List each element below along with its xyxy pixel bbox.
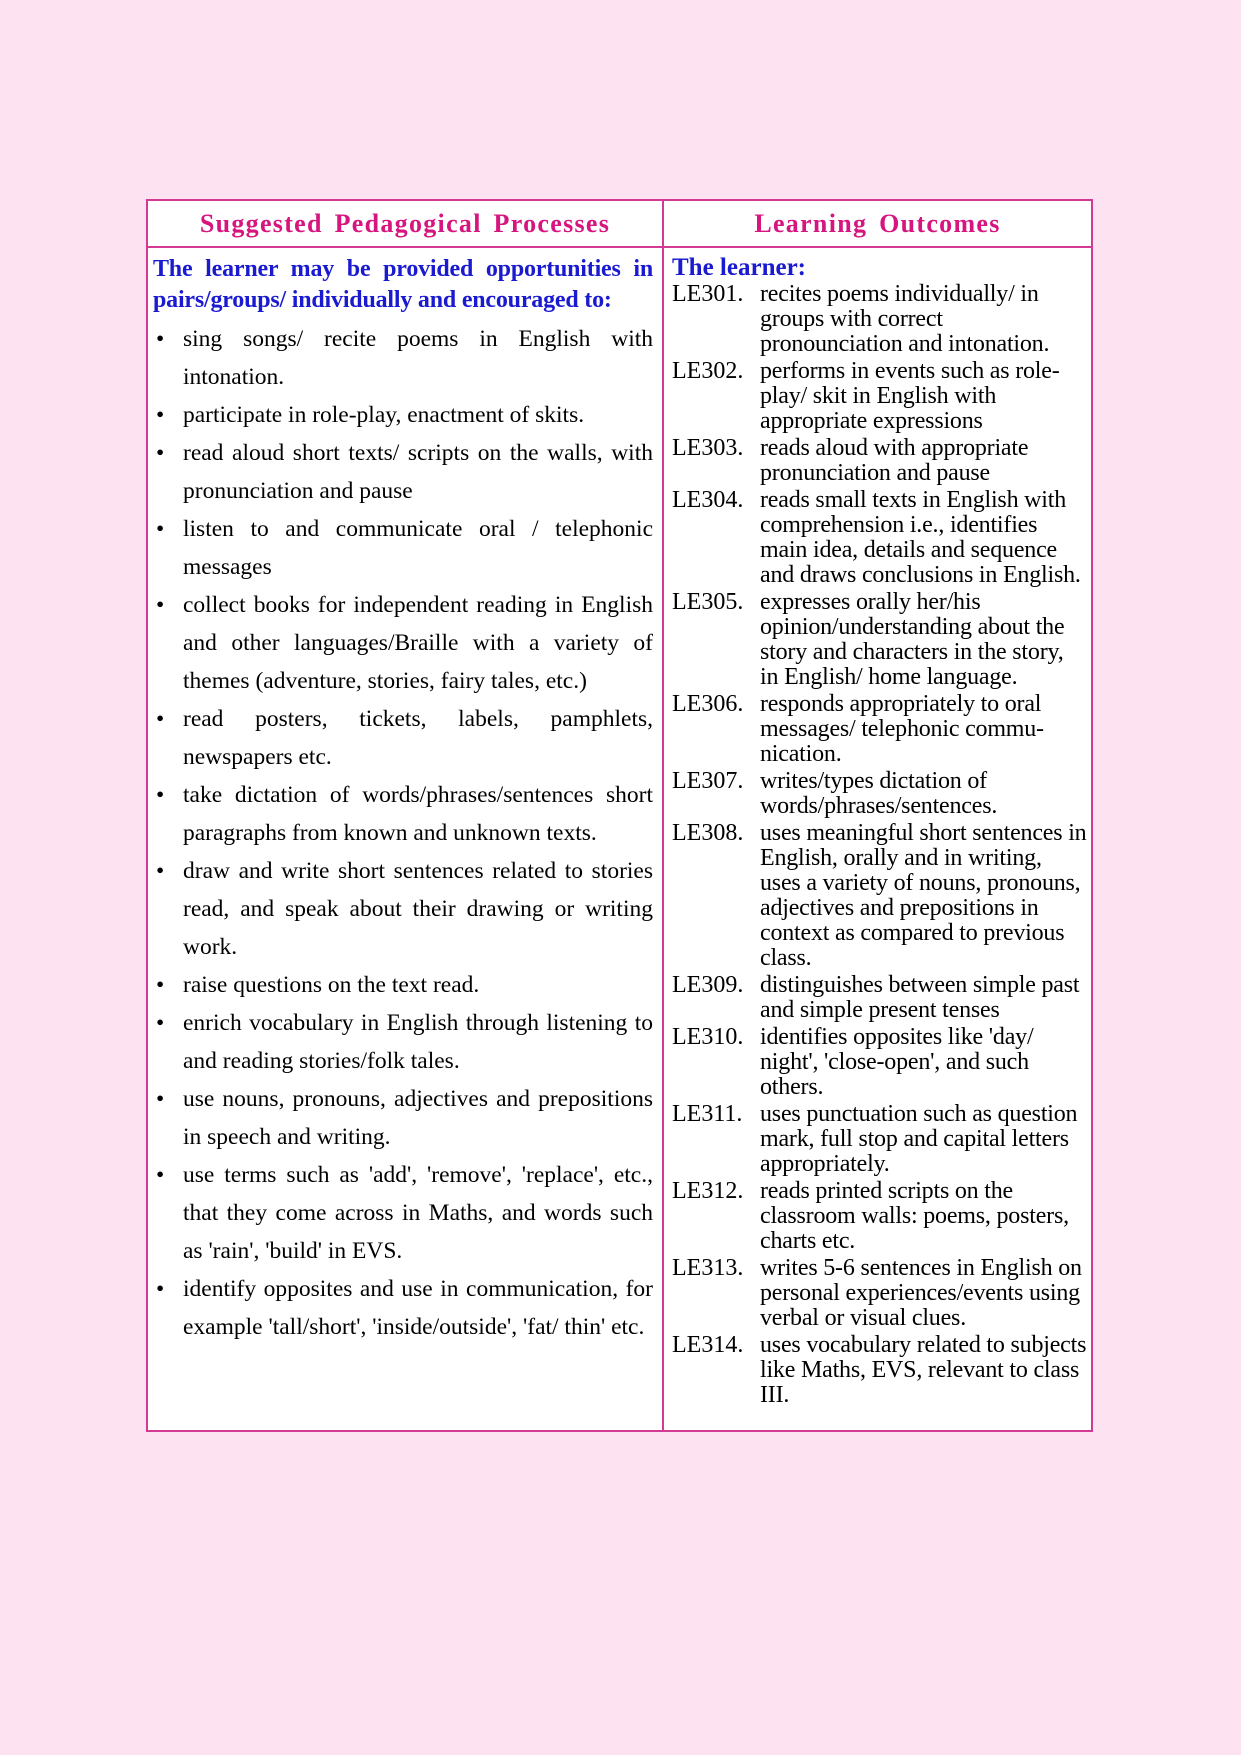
outcome-code: LE314. xyxy=(672,1332,744,1358)
bullet-icon: • xyxy=(156,326,165,352)
bullet-icon: • xyxy=(156,1010,165,1036)
outcome-text: reads printed scripts on the classroom walls: poems, posters, charts etc. xyxy=(760,1178,1069,1254)
outcome-item xyxy=(672,1179,1087,1254)
outcome-code: LE311. xyxy=(672,1101,743,1127)
outcome-text: identifies opposites like 'day/ night', 'close-open', and such others. xyxy=(760,1024,1034,1100)
process-item xyxy=(153,320,653,396)
outcome-code: LE306. xyxy=(672,691,744,717)
outcome-item xyxy=(672,769,1087,819)
bullet-icon: • xyxy=(156,402,165,428)
bullet-icon: • xyxy=(156,592,165,618)
outcome-code: LE310. xyxy=(672,1024,744,1050)
outcome-code: LE304. xyxy=(672,487,744,513)
process-item-text: identify opposites and use in communication, for example 'tall/short', 'inside/outside', 'fat/ thin' etc. xyxy=(183,1276,653,1340)
outcome-item xyxy=(672,1025,1087,1100)
outcome-item xyxy=(672,973,1087,1023)
bullet-icon: • xyxy=(156,858,165,884)
outcome-text: writes/types dictation of words/phrases/sentences. xyxy=(760,768,998,819)
processes-list xyxy=(153,320,653,1346)
process-item-text: listen to and communicate oral / telephonic messages xyxy=(183,516,653,580)
process-item-text: use terms such as 'add', 'remove', 'replace', etc., that they come across in Maths, and words such as 'rain', 'build' in EVS. xyxy=(183,1162,653,1264)
outcome-code: LE301. xyxy=(672,281,744,307)
outcome-text: writes 5-6 sentences in English on personal experiences/events using verbal or visual clues. xyxy=(760,1255,1082,1331)
outcome-text: uses meaningful short sentences in English, orally and in writing, uses a variety of nouns, pronouns, adjectives and prepositions in context as compared to previous class. xyxy=(760,820,1087,971)
process-item xyxy=(153,852,653,966)
process-item xyxy=(153,1080,653,1156)
outcome-item xyxy=(672,1256,1087,1331)
curriculum-table xyxy=(146,199,1093,1432)
outcome-text: recites poems individually/ in groups with correct pronounciation and intonation. xyxy=(760,281,1050,357)
table-body-row xyxy=(148,248,1091,1430)
outcome-text: uses punctuation such as question mark, full stop and capital letters appropriately. xyxy=(760,1101,1078,1177)
bullet-icon: • xyxy=(156,782,165,808)
bullet-icon: • xyxy=(156,1276,165,1302)
bullet-icon: • xyxy=(156,516,165,542)
outcome-code: LE309. xyxy=(672,972,744,998)
outcome-code: LE307. xyxy=(672,768,744,794)
process-item xyxy=(153,700,653,776)
outcomes-intro: The learner: xyxy=(672,254,806,281)
process-item-text: take dictation of words/phrases/sentences short paragraphs from known and unknown texts. xyxy=(183,782,653,846)
process-item-text: enrich vocabulary in English through listening to and reading stories/folk tales. xyxy=(183,1010,653,1074)
processes-column xyxy=(148,248,664,1430)
process-item xyxy=(153,396,653,434)
outcome-text: performs in events such as role-play/ skit in English with appropriate expressions xyxy=(760,358,1060,434)
process-item-text: use nouns, pronouns, adjectives and prepositions in speech and writing. xyxy=(183,1086,653,1150)
outcome-item xyxy=(672,1102,1087,1177)
header-learning-outcomes: Learning Outcomes xyxy=(754,208,1001,238)
bullet-icon: • xyxy=(156,972,165,998)
processes-intro: The learner may be provided opportunities in pairs/groups/ individually and encouraged to: xyxy=(153,256,653,313)
process-item-text: draw and write short sentences related to stories read, and speak about their drawing or writing work. xyxy=(183,858,653,960)
process-item xyxy=(153,1270,653,1346)
process-item xyxy=(153,434,653,510)
outcome-item xyxy=(672,1333,1087,1408)
bullet-icon: • xyxy=(156,1086,165,1112)
outcome-text: expresses orally her/his opinion/understanding about the story and characters in the story, in English/ home language. xyxy=(760,589,1065,690)
bullet-icon: • xyxy=(156,706,165,732)
process-item xyxy=(153,776,653,852)
outcome-code: LE308. xyxy=(672,820,744,846)
outcome-item xyxy=(672,590,1087,690)
outcome-item xyxy=(672,359,1087,434)
process-item xyxy=(153,1004,653,1080)
process-item-text: collect books for independent reading in English and other languages/Braille with a variety of themes (adventure, stories, fairy tales, etc.) xyxy=(183,592,653,694)
process-item-text: sing songs/ recite poems in English with intonation. xyxy=(183,326,653,390)
outcome-text: distinguishes between simple past and simple present tenses xyxy=(760,972,1080,1023)
process-item xyxy=(153,1156,653,1270)
outcome-item xyxy=(672,488,1087,588)
process-item-text: read aloud short texts/ scripts on the walls, with pronunciation and pause xyxy=(183,440,653,504)
process-item xyxy=(153,966,653,1004)
outcome-code: LE303. xyxy=(672,435,744,461)
table-header-row xyxy=(148,201,1091,248)
outcome-item xyxy=(672,282,1087,357)
outcome-item xyxy=(672,821,1087,971)
outcome-text: reads small texts in English with comprehension i.e., identifies main idea, details and sequence and draws conclusions in English. xyxy=(760,487,1081,588)
bullet-icon: • xyxy=(156,1162,165,1188)
outcome-code: LE313. xyxy=(672,1255,744,1281)
outcome-code: LE305. xyxy=(672,589,744,615)
header-pedagogical-processes: Suggested Pedagogical Processes xyxy=(148,201,664,246)
process-item-text: raise questions on the text read. xyxy=(183,972,480,998)
bullet-icon: • xyxy=(156,440,165,466)
outcome-text: uses vocabulary related to subjects like Maths, EVS, relevant to class III. xyxy=(760,1332,1087,1408)
outcomes-list xyxy=(672,282,1087,1408)
outcome-text: responds appropriately to oral messages/ telephonic commu-nication. xyxy=(760,691,1044,767)
outcome-item xyxy=(672,692,1087,767)
outcome-code: LE312. xyxy=(672,1178,744,1204)
process-item xyxy=(153,510,653,586)
outcomes-column xyxy=(664,248,1091,1430)
outcome-text: reads aloud with appropriate pronunciation and pause xyxy=(760,435,1029,486)
process-item xyxy=(153,586,653,700)
outcome-code: LE302. xyxy=(672,358,744,384)
process-item-text: participate in role-play, enactment of skits. xyxy=(183,402,585,428)
process-item-text: read posters, tickets, labels, pamphlets, newspapers etc. xyxy=(183,706,653,770)
outcome-item xyxy=(672,436,1087,486)
